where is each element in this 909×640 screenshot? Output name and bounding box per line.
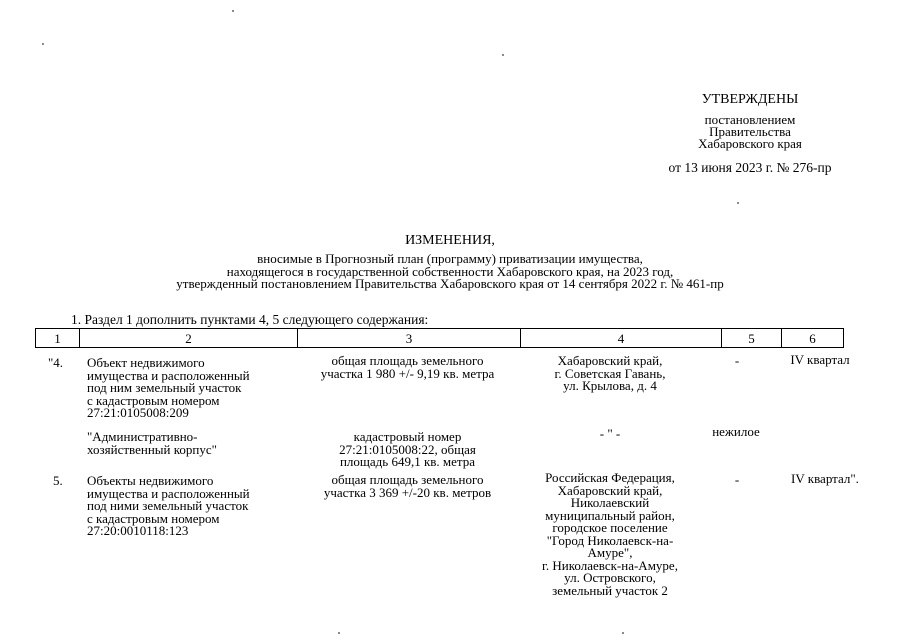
- section-text: 1. Раздел 1 дополнить пунктами 4, 5 следующего содержания:: [71, 312, 429, 327]
- column5-value: -: [734, 353, 740, 368]
- column-number: 5: [722, 329, 782, 348]
- object-address: - " -: [599, 426, 621, 441]
- object-characteristic: общая площадь земельного участка 3 369 +/-20 кв. метров: [323, 472, 492, 500]
- scan-speck: [622, 632, 624, 634]
- scan-speck: [338, 632, 340, 634]
- column-number: 6: [782, 329, 844, 348]
- approval-heading: УТВЕРЖДЕНЫ: [701, 92, 799, 107]
- column-number: 3: [298, 329, 521, 348]
- column-number: 2: [80, 329, 298, 348]
- title-line: вносимые в Прогнозный план (программу) приватизации имущества,: [257, 251, 643, 266]
- scan-speck: [737, 202, 739, 204]
- approval-line: Хабаровского края: [698, 136, 802, 151]
- approval-block: [600, 92, 900, 176]
- scan-speck: [42, 43, 44, 45]
- scan-speck: [502, 54, 504, 56]
- column-number-header: [35, 328, 844, 348]
- scan-speck: [232, 10, 234, 12]
- approval-line: постановлением: [704, 112, 796, 127]
- title-line: находящегося в государственной собственности Хабаровского края, на 2023 год,: [226, 263, 674, 279]
- column5-value: -: [734, 472, 740, 487]
- document-title-block: [100, 233, 800, 291]
- privatization-quarter: IV квартал: [790, 352, 850, 367]
- approval-line: Правительства: [709, 124, 791, 139]
- object-characteristic: кадастровый номер 27:21:0105008:22, общая площадь 649,1 кв. метра: [339, 429, 476, 469]
- row-number: 5.: [53, 473, 63, 488]
- privatization-quarter: IV квартал".: [791, 471, 859, 486]
- column-number: 4: [521, 329, 722, 348]
- row-number: "4.: [48, 355, 64, 370]
- approval-date: от 13 июня 2023 г. № 276-пр: [668, 160, 832, 175]
- object-description: "Административно- хозяйственный корпус": [87, 429, 217, 457]
- object-address: Хабаровский край, г. Советская Гавань, ул. Крылова, д. 4: [554, 353, 666, 393]
- object-address: Российская Федерация, Хабаровский край, Николаевский муниципальный район, городское поселение "Город Николаевск-на- Амуре", г. Николаевск-на-Амуре, ул. Островского, земельный участок 2: [542, 470, 678, 598]
- title-line: утвержденный постановлением Правительства Хабаровского края от 14 сентября 2022 г. № 461-пр: [176, 276, 724, 291]
- column-number: 1: [36, 329, 80, 348]
- object-characteristic: общая площадь земельного участка 1 980 +/- 9,19 кв. метра: [320, 353, 495, 381]
- column5-value: нежилое: [712, 424, 760, 439]
- object-description: Объекты недвижимого имущества и расположенный под ними земельный участок с кадастровым номером 27:20:0010118:123: [87, 473, 250, 538]
- document-title: ИЗМЕНЕНИЯ,: [405, 233, 495, 248]
- object-description: Объект недвижимого имущества и расположенный под ним земельный участок с кадастровым номером 27:21:0105008:209: [87, 355, 250, 420]
